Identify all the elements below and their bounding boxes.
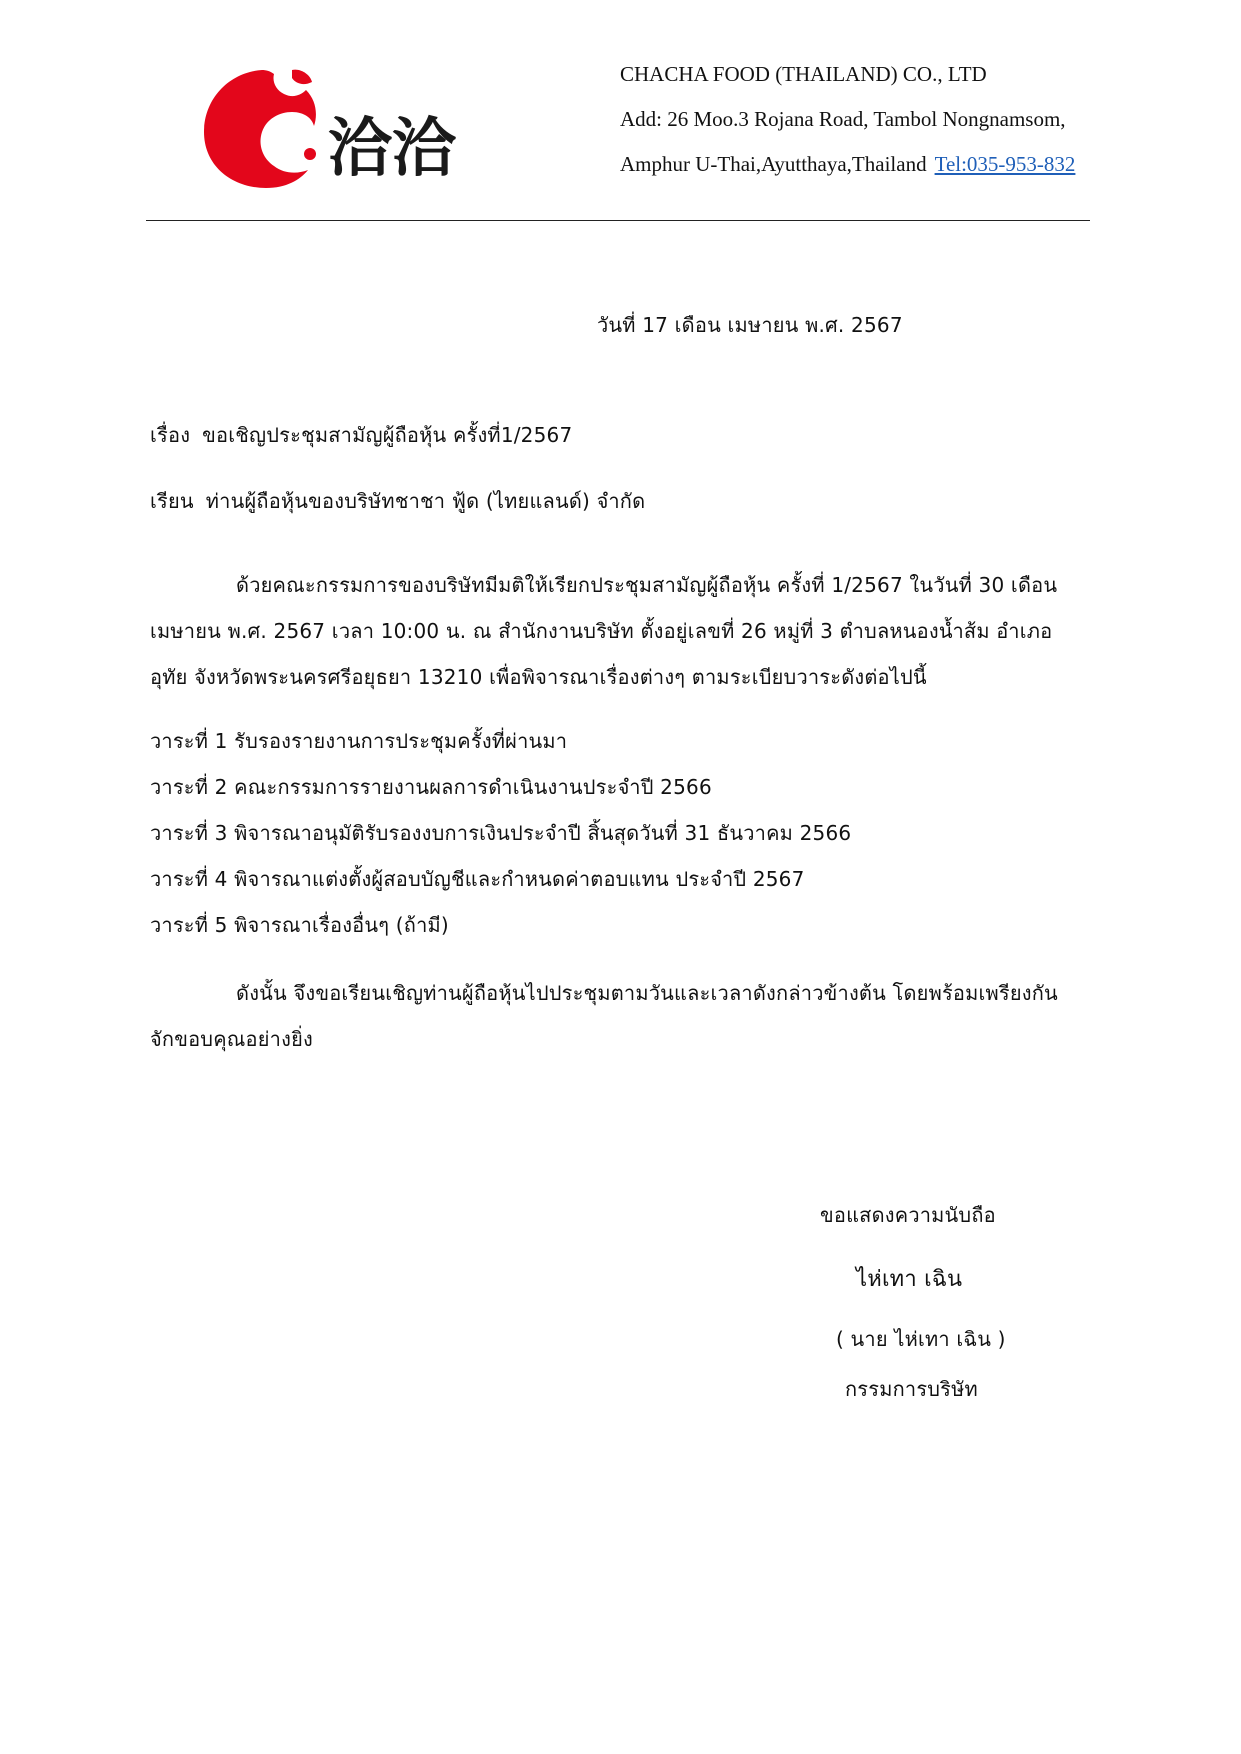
conclusion-line-2: จักขอบคุณอย่างยิ่ง [150,1027,313,1051]
intro-line-1: ด้วยคณะกรรมการของบริษัทมีมติให้เรียกประชุมสามัญผู้ถือหุ้น ครั้งที่ 1/2567 ในวันที่ 30 เดือน [236,573,1058,597]
signer-position: กรรมการบริษัท [845,1377,978,1401]
agenda-item-3: วาระที่ 3 พิจารณาอนุมัติรับรองงบการเงินประจำปี สิ้นสุดวันที่ 31 ธันวาคม 2566 [150,821,852,845]
conclusion-line-1: ดังนั้น จึงขอเรียนเชิญท่านผู้ถือหุ้นไปประชุมตามวันและเวลาดังกล่าวข้างต้น โดยพร้อมเพรียงกัน [236,981,1058,1005]
intro-line-2: เมษายน พ.ศ. 2567 เวลา 10:00 น. ณ สำนักงานบริษัท ตั้งอยู่เลขที่ 26 หมู่ที่ 3 ตำบลหนองน้ำส้ม อำเภอ [150,619,1053,643]
agenda-item-2: วาระที่ 2 คณะกรรมการรายงานผลการดำเนินงานประจำปี 2566 [150,775,712,799]
letter-recipient [150,485,645,517]
header-divider [146,220,1090,221]
company-address-line2 [620,142,1075,187]
intro-line-3: อุทัย จังหวัดพระนครศรีอยุธยา 13210 เพื่อพิจารณาเรื่องต่างๆ ตามระเบียบวาระดังต่อไปนี้ [150,665,927,689]
company-info [620,52,1075,187]
recipient-text: ท่านผู้ถือหุ้นของบริษัทชาชา ฟู้ด (ไทยแลนด์) จำกัด [205,489,646,513]
company-address-text: Amphur U-Thai,Ayutthaya,Thailand [620,152,927,176]
letter-date: วันที่ 17 เดือน เมษายน พ.ศ. 2567 [597,313,903,337]
agenda-item-4: วาระที่ 4 พิจารณาแต่งตั้งผู้สอบบัญชีและกำหนดค่าตอบแทน ประจำปี 2567 [150,867,805,891]
subject-label: เรื่อง [150,423,191,447]
logo-swirl-icon [204,70,316,188]
agenda-item-1: วาระที่ 1 รับรองรายงานการประชุมครั้งที่ผ่านมา [150,729,568,753]
company-name: CHACHA FOOD (THAILAND) CO., LTD [620,62,987,86]
letter-subject [150,419,572,451]
recipient-label: เรียน [150,489,194,513]
signer-name: ( นาย ไห่เทา เฉิน ) [836,1327,1006,1351]
closing-text: ขอแสดงความนับถือ [820,1203,996,1227]
tel-link[interactable]: Tel:035-953-832 [934,152,1076,176]
agenda-item-5: วาระที่ 5 พิจารณาเรื่องอื่นๆ (ถ้ามี) [150,913,449,937]
logo-text: 洽洽 [328,112,456,186]
signature: ไห่เทา เฉิน [856,1267,963,1292]
company-address-line1: Add: 26 Moo.3 Rojana Road, Tambol Nongnamsom, [620,107,1066,131]
subject-text: ขอเชิญประชุมสามัญผู้ถือหุ้น ครั้งที่1/2567 [202,423,573,447]
chacha-logo [200,66,470,190]
